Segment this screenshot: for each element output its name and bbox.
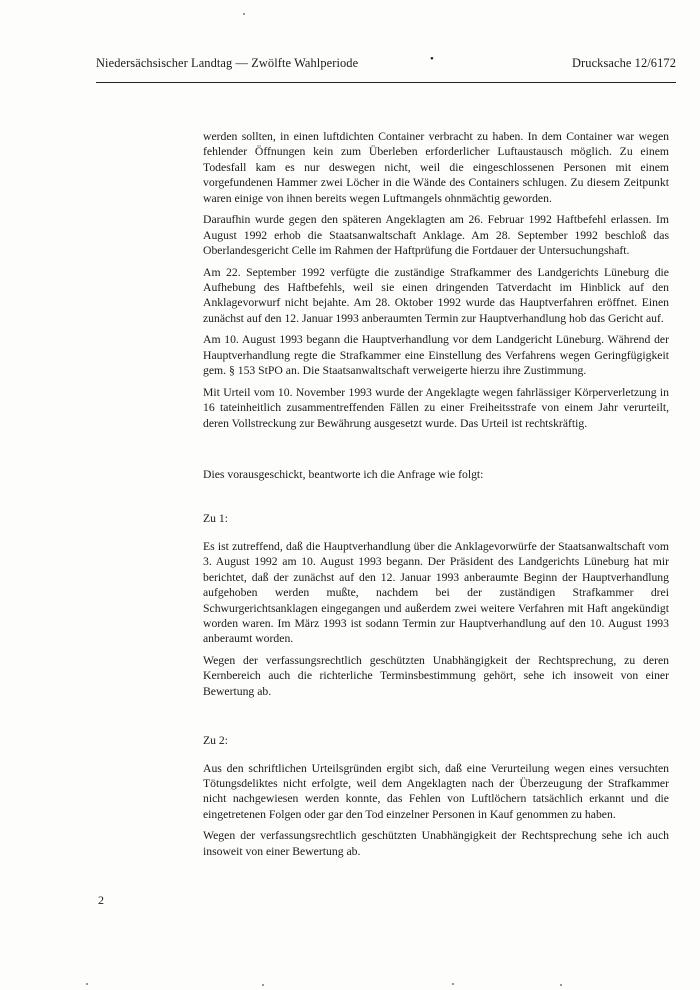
page-header [96,53,676,76]
scan-speck [560,984,562,986]
scan-speck [262,984,264,986]
paragraph: Daraufhin wurde gegen den späteren Angeklagten am 26. Februar 1992 Haftbefehl erlassen. Im August 1992 erhob die Staatsanwaltschaft Anklage. Am 28. September 1992 beschloß das Oberlandesgericht Celle im Rahmen der Haftprüfung die Fortdauer der Untersuchungshaft. [203,213,669,258]
header-dot-mark: • [430,53,434,65]
paragraph: Aus den schriftlichen Urteilsgründen ergibt sich, daß eine Verurteilung wegen eines versuchten Tötungsdeliktes nicht erfolgte, weil dem Angeklagten nach der Überzeugung der Strafkammer nicht nachgewiesen werden konnte, das Fehlen von Luftlöchern tatsächlich erkannt und die eingetretenen Folgen oder gar den Tod einzelner Personen in Kauf genommen zu haben. [203,761,669,821]
document-number: Drucksache 12/6172 [572,56,676,70]
section-heading-2: Zu 2: [203,734,228,748]
paragraph-intro-answer: Dies vorausgeschickt, beantworte ich die Anfrage wie folgt: [203,468,484,482]
paragraph: Mit Urteil vom 10. November 1993 wurde der Angeklagte wegen fahrlässiger Körperverletzung in 16 tateinheitlich zusammentreffenden Fällen zu einer Freiheitsstrafe von einem Jahr verurteilt, deren Vollstreckung zur Bewährung ausgesetzt wurde. Das Urteil ist rechtskräftig. [203,385,669,430]
paragraph: Wegen der verfassungsrechtlich geschützten Unabhängigkeit der Rechtsprechung sehe ich auch insoweit von einer Bewertung ab. [203,829,669,858]
scan-speck [452,983,454,985]
scan-speck [243,13,245,15]
section-heading-1: Zu 1: [203,512,228,526]
scan-speck [86,983,88,985]
paragraph: Es ist zutreffend, daß die Hauptverhandlung über die Anklagevorwürfe der Staatsanwaltschaft vom 3. August 1992 am 10. August 1993 begann. Der Präsident des Landgerichts Lüneburg hat mir berichtet, daß der zunächst auf den 12. Januar 1993 anberaumte Beginn der Hauptverhandlung aufgehoben werden mußte, nachdem bei der zuständigen Strafkammer drei Schwurgerichtsanklagen eingegangen und außerdem zwei weitere Verfahren mit Haft angekündigt worden waren. Im März 1993 ist sodann Termin zur Hauptverhandlung auf den 10. August 1993 anberaumt worden. [203,539,669,646]
header-rule [96,82,676,83]
paragraph: Am 22. September 1992 verfügte die zuständige Strafkammer des Landgerichts Lüneburg die Aufhebung des Haftbefehls, weil sie einen dringenden Tatverdacht im Hinblick auf den Anklagevorwurf nicht bejahte. Am 28. Oktober 1992 wurde das Hauptverfahren eröffnet. Einen zunächst auf den 12. Januar 1993 anberaumten Termin zur Hauptverhandlung hob das Gericht auf. [203,265,669,325]
paragraph: Wegen der verfassungsrechtlich geschützten Unabhängigkeit der Rechtsprechung, zu deren Kernbereich auch die richterliche Terminsbestimmung gehört, sehe ich insoweit von einer Bewertung ab. [203,653,669,698]
paragraph: Am 10. August 1993 begann die Hauptverhandlung vor dem Landgericht Lüneburg. Während der Hauptverhandlung regte die Strafkammer eine Einstellung des Verfahrens wegen Geringfügigkeit gem. § 153 StPO an. Die Staatsanwaltschaft verweigerte hierzu ihre Zustimmung. [203,333,669,378]
document-body [203,129,669,865]
paragraph: werden sollten, in einen luftdichten Container verbracht zu haben. In dem Container war wegen fehlender Öffnungen kein zum Überleben erforderlicher Luftaustausch möglich. Zu einem Todesfall kam es nur deswegen nicht, weil die eingeschlossenen Personen mit einem vorgefundenen Hammer zwei Löcher in die Wände des Containers schlugen. Zu diesem Zeitpunkt waren einige von ihnen bereits wegen Luftmangels ohnmächtig geworden. [203,130,669,205]
page-number: 2 [98,893,104,907]
header-title: Niedersächsischer Landtag — Zwölfte Wahlperiode [96,56,359,70]
